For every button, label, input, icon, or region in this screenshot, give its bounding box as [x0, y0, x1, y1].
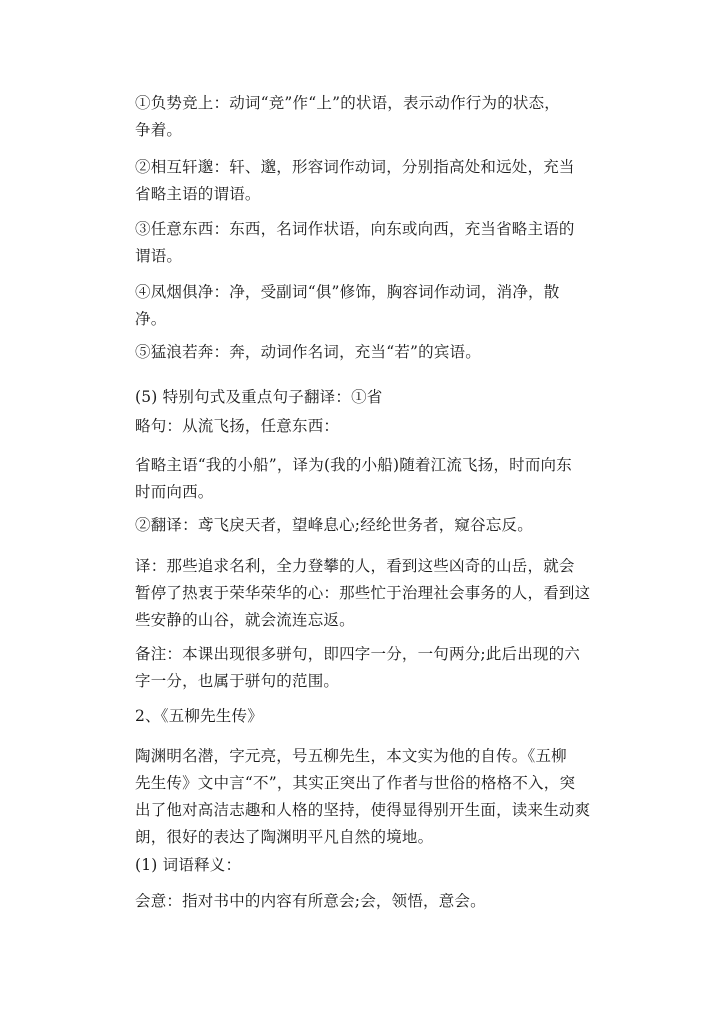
text-line: 备注：本课出现很多骈句，即四字一分，一句两分;此后出现的六 [135, 645, 581, 663]
text-line: 略句：从流飞扬，任意东西： [135, 417, 340, 435]
paragraph-xianghu-xuanmiao [135, 154, 595, 208]
text-line: ⑤猛浪若奔：奔，动词作名词，充当“若”的宾语。 [135, 343, 481, 361]
paragraph-fengyan-jujing [135, 279, 595, 333]
text-line: 陶渊明名潜，字元亮，号五柳先生，本文实为他的自传。《五柳 [135, 747, 567, 765]
text-line: ③任意东西：东西，名词作状语，向东或向西，充当省略主语的 [135, 220, 575, 238]
text-line: 谓语。 [135, 247, 183, 265]
section-heading-wuliu [135, 703, 595, 730]
paragraph-fushi-jingshang [135, 90, 595, 144]
paragraph-translation-prompt [135, 512, 595, 539]
text-line: 些安静的山谷，就会流连忘返。 [135, 611, 355, 629]
text-line: ①负势竞上：动词“竞”作“上”的状语，表示动作行为的状态， [135, 94, 560, 112]
text-line: ②翻译：鸢飞戾天者，望峰息心;经纶世务者，窥谷忘反。 [135, 516, 533, 534]
text-line: ②相互轩邈：轩、邈，形容词作动词，分别指高处和远处，充当 [135, 158, 575, 176]
paragraph-omitted-subject [135, 452, 595, 506]
text-line: 争着。 [135, 121, 183, 139]
paragraph-huiyi [135, 888, 595, 915]
text-line: 先生传》文中言“不”，其实正突出了作者与世俗的格格不入，突 [135, 774, 576, 792]
paragraph-translation [135, 553, 595, 634]
paragraph-renyi-dongxi [135, 216, 595, 270]
paragraph-tao-yuanming [135, 743, 595, 851]
text-line: (1) 词语释义： [135, 856, 242, 874]
text-line: 省略主语“我的小船”，译为(我的小船)随着江流飞扬，时而向东 [135, 456, 572, 474]
text-line: 时而向西。 [135, 483, 214, 501]
text-line: 出了他对高洁志趣和人格的坚持，使得显得别开生面，读来生动爽 [135, 801, 591, 819]
text-line: 省略主语的谓语。 [135, 185, 261, 203]
text-line: 暂停了热衷于荣华荣华的心：那些忙于治理社会事务的人，看到这 [135, 584, 591, 602]
text-line: 2、《五柳先生传》 [135, 707, 263, 725]
text-line: ④凤烟俱净：净，受副词“俱”修饰，胸容词作动词，消净，散 [135, 283, 560, 301]
text-line: 朗，很好的表达了陶渊明平凡自然的境地。 [135, 828, 434, 846]
text-line: (5) 特别句式及重点句子翻译：①省 [135, 388, 383, 406]
text-line: 净。 [135, 310, 167, 328]
text-line: 译：那些追求名利，全力登攀的人，看到这些凶奇的山岳，就会 [135, 557, 575, 575]
subheading-vocabulary [135, 852, 595, 879]
paragraph-menglang-ruoben [135, 339, 595, 366]
text-line: 会意：指对书中的内容有所意会;会，领悟，意会。 [135, 892, 486, 910]
paragraph-note [135, 641, 595, 695]
text-line: 字一分，也属于骈句的范围。 [135, 672, 340, 690]
paragraph-sentence-patterns [135, 383, 595, 441]
